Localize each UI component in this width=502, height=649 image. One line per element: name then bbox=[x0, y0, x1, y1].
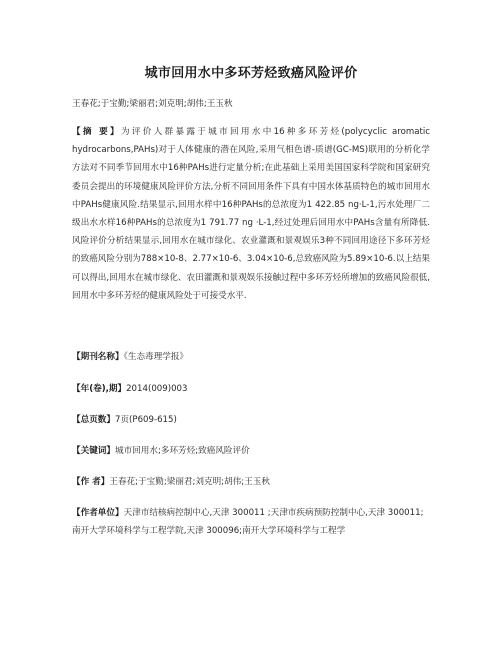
author-value: 王春花;于宝勤;梁丽君;刘克明;胡伟;王玉秋 bbox=[109, 477, 270, 487]
paper-title: 城市回用水中多环芳烃致癌风险评价 bbox=[144, 66, 358, 81]
keywords-value: 城市回用水;多环芳烃;致癌风险评价 bbox=[114, 446, 250, 456]
pages-label: 【总页数】 bbox=[72, 415, 115, 425]
abstract-label: 【摘 要】 bbox=[72, 127, 121, 137]
author-field bbox=[72, 473, 430, 491]
abstract-text: 为评价人群暴露于城市回用水中16种多环芳烃(polycyclic aromatic hydrocarbons,PAHs)对于人体健康的潜在风险,采用气相色谱-质谱(GC-MS)联用的分析化学方法对不同季节回用水中16种PAHs进行定量分析;在此基础上采用美国国家科学院和国家研究委员会提出的环境健康风险评价方法,分析不同回用条件下具有中国水体基质特色的城市回用水中PAHs健康风险.结果显示,回用水样中16种PAHs的总浓度为1 422.85 ng·L-1,污水处理厂二级出水水样16种PAHs的总浓度为1 791.77 ng ·L-1,经过处理后回用水中PAHs含量有所降低.风险评价分析结果显示,回用水在城市绿化、农业灌溉和景观娱乐3种不同回用途径下多环芳烃的致癌风险分别为788×10-8、2.77×10-6、3.04×10-6,总致癌风险为5.89×10-6.以上结果可以得出,回用水在城市绿化、农田灌溉和景观娱乐接触过程中多环芳烃所增加的致癌风险很低,回用水中多环芳烃的健康风险处于可接受水平. bbox=[72, 127, 430, 301]
volume-value: 2014(009)003 bbox=[126, 384, 188, 394]
abstract-block bbox=[72, 123, 430, 305]
pages-value: 7页(P609-615) bbox=[114, 415, 177, 425]
journal-value: 《生态毒理学报》 bbox=[123, 352, 189, 362]
keywords-field bbox=[72, 442, 430, 460]
pages-field bbox=[72, 411, 430, 429]
affiliation-field bbox=[72, 504, 430, 540]
author-label: 【作 者】 bbox=[72, 477, 110, 487]
volume-field bbox=[72, 380, 430, 398]
keywords-label: 【关键词】 bbox=[72, 446, 115, 456]
volume-label: 【年(卷),期】 bbox=[72, 384, 127, 394]
author-list: 王春花;于宝勤;梁丽君;刘克明;胡伟;王玉秋 bbox=[72, 99, 233, 109]
affiliation-value: 天津市结核病控制中心,天津 300011 ;天津市疾病预防控制中心,天津 300011;南开大学环境科学与工程学院,天津 300096;南开大学环境科学与工程学 bbox=[72, 508, 424, 537]
affiliation-label: 【作者单位】 bbox=[72, 508, 124, 518]
journal-label: 【期刊名称】 bbox=[72, 352, 124, 362]
journal-field bbox=[72, 348, 430, 366]
